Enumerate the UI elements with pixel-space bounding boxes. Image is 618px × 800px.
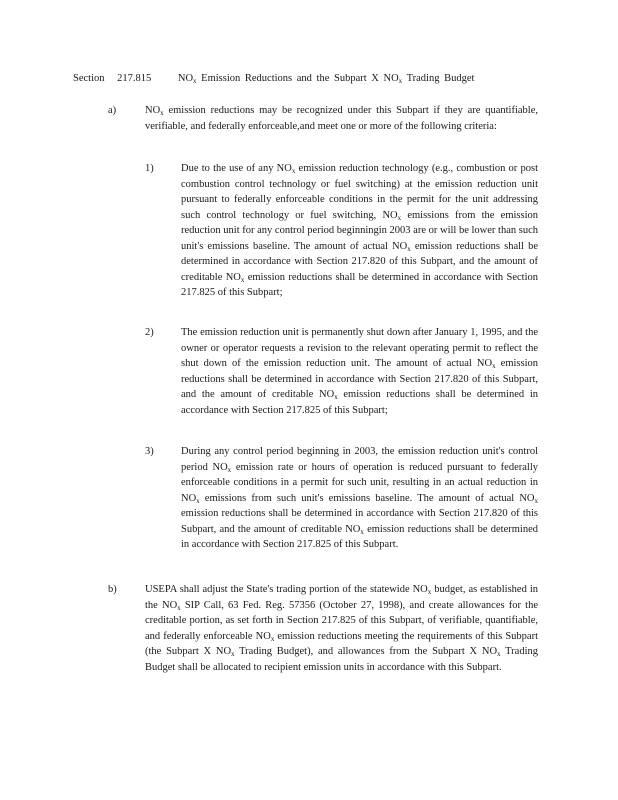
item-a-text: $NO_x$ emission reductions may be recognized under this Subpart if they are quantifiable, verifiable, and federally enforceable,and meet one or more of the following criteria: (145, 105, 538, 132)
section-number: 217.815 (117, 73, 152, 84)
subitem-1-label: 1) (145, 163, 154, 174)
item-b-label: b) (108, 584, 117, 595)
subitem-3-label: 3) (145, 446, 154, 457)
subitem-2-text: The emission reduction unit is permanently shut down after January 1, 1995, and the owner or operator requests a revision to the relevant operating permit to reflect the shut down of the emission reduction unit. The amount of actual $NO_x$ emission reductions shall be determined in accordance with Section 217.820 of this Subpart, and the amount of creditable $NO_x$ emission reductions shall be determined in accordance with Section 217.825 of this Subpart; (181, 327, 538, 416)
item-a-label: a) (108, 105, 117, 116)
section-label: Section (73, 73, 105, 84)
subitem-2-label: 2) (145, 327, 154, 338)
section-heading (73, 71, 474, 87)
section-title: $NO_x$ Emission Reductions and the Subpart X $NO_x$ Trading Budget (177, 73, 475, 85)
subitem-3-text: During any control period beginning in 2003, the emission reduction unit's control period $NO_x$ emission rate or hours of operation is reduced pursuant to federally enforceable conditions in a permit for such unit, resulting in an actual reduction in $NO_x$ emissions from such unit's emissions baseline. The amount of actual $NO_x$ emission reductions shall be determined in accordance with Section 217.820 of this Subpart, and the amount of creditable $NO_x$ emission reductions shall be determined in accordance with Section 217.825 of this Subpart. (181, 446, 538, 550)
item-b-text: USEPA shall adjust the State's trading portion of the statewide $NO_x$ budget, as established in the $NO_x$ SIP Call, 63 Fed. Reg. 57356 (October 27, 1998), and create allowances for the creditable portion, as set forth in Section 217.825 of this Subpart, of verifiable, quantifiable, and federally enforceable $NO_x$ emission reductions meeting the requirements of this Subpart (the Subpart X $NO_x$ Trading Budget), and allowances from the Subpart X $NO_x$ Trading Budget shall be allocated to recipient emission units in accordance with this Subpart. (145, 584, 538, 673)
subitem-1-text: Due to the use of any $NO_x$ emission reduction technology (e.g., combustion or post combustion control technology or fuel switching) at the emission reduction unit pursuant to federally enforceable conditions in the permit for the unit addressing such control technology or fuel switching, $NO_x$ emissions from the emission reduction unit for any control period beginningin 2003 are or will be lower than such unit's emissions baseline. The amount of actual $NO_x$ emission reductions shall be determined in accordance with Section 217.820 of this Subpart, and the amount of creditable $NO_x$ emission reductions shall be determined in accordance with Section 217.825 of this Subpart; (181, 163, 539, 298)
